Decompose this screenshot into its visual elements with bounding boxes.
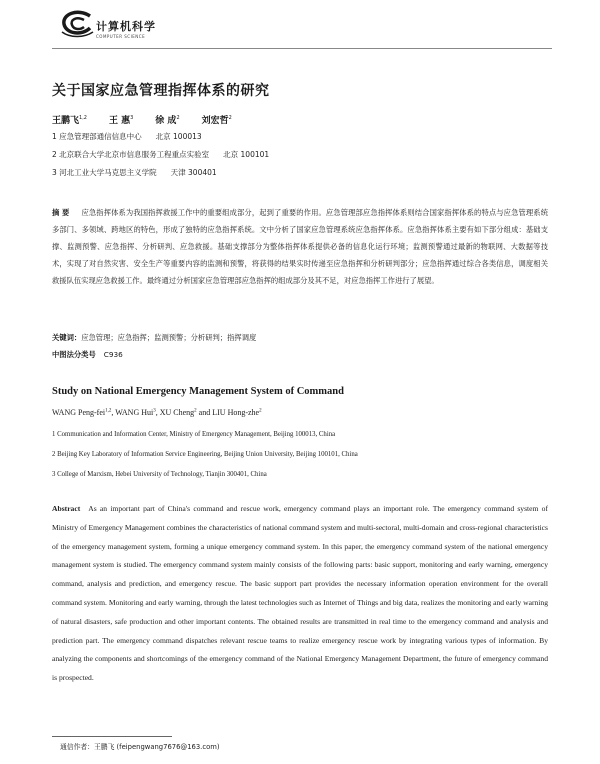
author-sup: 2 (259, 408, 262, 414)
author (52, 113, 87, 126)
english-affiliation: 2 Beijing Key Laboratory of Information Service Engineering, Beijing Union University, Beijing 100101, China (52, 451, 358, 458)
author-sup: 3 (130, 115, 134, 121)
author-name: WANG Peng-fei (52, 408, 106, 417)
chinese-title: 关于国家应急管理指挥体系的研究 (52, 83, 270, 99)
author-sup: 2 (176, 115, 180, 121)
corresponding-author-footnote: 通信作者：王鹏飞 (feipengwang7676@163.com) (60, 743, 220, 751)
affiliation-address: 北京 100013 (155, 132, 202, 141)
english-affiliation: 3 College of Marxism, Hebei University of Technology, Tianjin 300401, China (52, 471, 267, 478)
english-affiliation: 1 Communication and Information Center, Ministry of Emergency Management, Beijing 100013, China (52, 431, 336, 438)
author (155, 113, 179, 126)
chinese-affiliation (52, 149, 269, 160)
affiliation-address: 北京 100101 (223, 150, 270, 159)
english-title: Study on National Emergency Management System of Command (52, 386, 344, 397)
journal-logo (60, 10, 220, 46)
affiliation-text: 2 北京联合大学北京市信息服务工程重点实验室 (52, 150, 210, 159)
author-name: WANG Hui (115, 408, 154, 417)
journal-name-en: COMPUTER SCIENCE (96, 34, 146, 39)
author-sup: 2 (228, 115, 232, 121)
author-sup: 1,2 (79, 115, 87, 121)
chinese-keywords (52, 333, 256, 343)
chinese-abstract-text: 应急指挥体系为我国指挥救援工作中的重要组成部分，起到了重要的作用。应急管理部应急指挥体系则结合国家指挥体系的特点与应急管理系统多部门、多领域、跨地区的特色，形成了独特的应急指挥系统。文中分析了国家应急管理系统应急指挥体系。应急指挥体系主要有如下部分组成：基础支撑、监测预警、应急指挥、分析研判、应急救援。基础支撑部分为整体指挥体系提供必备的信息化运行环境；监测预警通过最新的物联网、大数据等技术，实现了对自然灾害、安全生产等重要内容的监测和预警，将获得的结果实时传递至应急指挥和分析研判部分；应急指挥通过综合各类信息，调度相关救援队伍实现应急救援工作。最终通过分析国家应急管理部应急指挥的组成部分及其不足，对应急指挥工作进行了展望。 (52, 208, 548, 285)
journal-name-cn: 计算机科学 (96, 20, 156, 33)
keywords-label: 关键词： (52, 333, 82, 342)
author-name: 刘宏哲 (201, 116, 229, 126)
chinese-affiliation (52, 167, 217, 178)
author-name: 王 惠 (108, 116, 131, 126)
author-name: 徐 成 (155, 116, 177, 126)
author-name: LIU Hong-zhe (212, 408, 260, 417)
classification-number (52, 350, 123, 360)
english-authors: WANG Peng-fei$^{1,2}$, WANG Hui$^3$, XU Cheng$^2$ and LIU Hong-zhe$^2$ (52, 408, 262, 417)
affiliation-text: 3 河北工业大学马克思主义学院 (52, 168, 157, 177)
author (109, 113, 133, 126)
author (202, 113, 232, 126)
author-sup: 2 (194, 408, 197, 414)
affiliation-text: 1 应急管理部通信信息中心 (52, 132, 142, 141)
author-name: XU Cheng (159, 408, 195, 417)
keywords-text: 应急管理；应急指挥；监测预警；分析研判；指挥调度 (81, 333, 257, 342)
footnote-divider (52, 736, 172, 737)
english-abstract (52, 500, 548, 688)
author-sup: 3 (153, 408, 156, 414)
journal-logo-icon (60, 10, 94, 40)
chinese-affiliation (52, 131, 202, 142)
author-name: 王鹏飞 (52, 116, 80, 126)
classification-label: 中图法分类号 (52, 350, 96, 359)
english-abstract-text: As an important part of China's command and rescue work, emergency command plays an important role. The emergency command system of Ministry of Emergency Management combines the characteristics of national command system and multi-sectoral, multi-domain and cross-regional characteristics of the emergency management system, forming a unique emergency command system. In this paper, the emergency command system of the national emergency management system is studied. The emergency command system mainly consists of the following parts: basic support, monitoring and early warning, emergency command, analysis and prediction, and emergency rescue. The basic support part provides the necessary information operation environment for the overall command system. Monitoring and early warning, through the latest technologies such as Internet of Things and big data, realizes the monitoring and early warning of natural disasters, safe production and other important contents. The obtained results are transmitted in real time to the emergency command and analysis and prediction part. The emergency command dispatches relevant rescue teams to realize emergency rescue work by integrating various types of information. By analyzing the components and shortcomings of the emergency command of the National Emergency Management Department, the future of emergency command is prospected. (52, 504, 548, 683)
chinese-authors (52, 113, 232, 126)
chinese-abstract (52, 204, 548, 289)
affiliation-address: 天津 300401 (170, 168, 217, 177)
classification-value: C936 (103, 350, 123, 359)
english-abstract-label: Abstract (52, 504, 81, 513)
author-sup: 1,2 (105, 408, 112, 414)
header-divider (52, 48, 552, 49)
chinese-abstract-label: 摘 要 (52, 208, 70, 217)
